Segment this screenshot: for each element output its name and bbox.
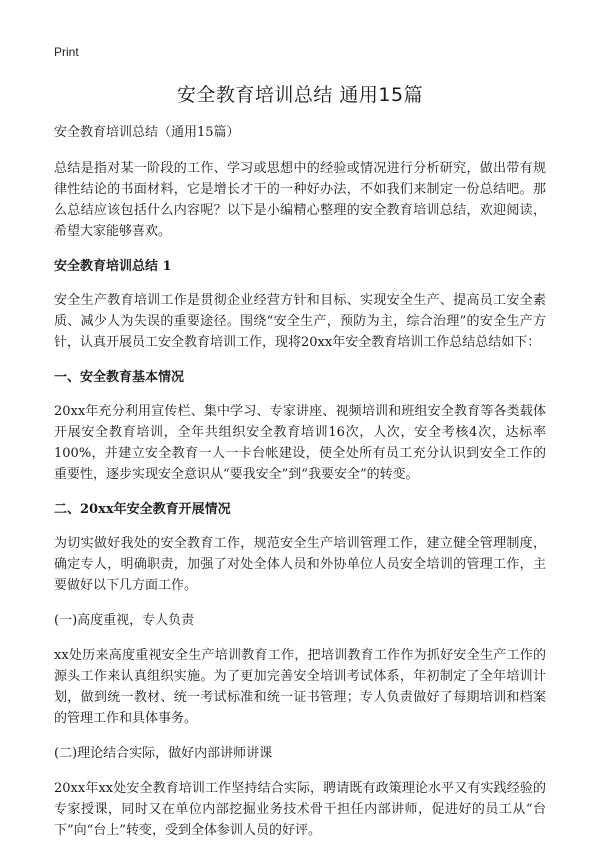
section-heading: 安全教育培训总结 1 <box>54 259 172 274</box>
item-two-heading: (二)理论结合实际，做好内部讲师讲课 <box>54 746 273 761</box>
section-paragraph: 安全生产教育培训工作是贯彻企业经营方针和目标、实现安全生产、提高员工安全素质、减少人为失误的重要途径。围绕“安全生产，预防为主，综合治理”的安全生产方针，认真开展员工安全教育培训工作，现将20xx年安全教育培训工作总结总结如下： <box>54 293 546 350</box>
document-title: 安全教育培训总结 通用15篇 <box>176 84 424 106</box>
item-one-paragraph: xx处历来高度重视安全生产培训教育工作，把培训教育工作作为抓好安全生产工作的源头工作来认真组织实施。为了更加完善安全培训考试体系，年初制定了全年培训计划，做到统一教材、统一考试标准和统一证书管理；专人负责做好了每期培训和档案的管理工作和具体事务。 <box>54 648 546 726</box>
item-one-heading: (一)高度重视，专人负责 <box>54 613 195 628</box>
part-two-paragraph: 为切实做好我处的安全教育工作，规范安全生产培训管理工作，建立健全管理制度，确定专人，明确职责，加强了对处全体人员和外协单位人员安全培训的管理工作，主要做好以下几方面工作。 <box>54 536 546 593</box>
part-one-paragraph: 20xx年充分利用宣传栏、集中学习、专家讲座、视频培训和班组安全教育等各类载体开展安全教育培训，全年共组织安全教育培训16次，人次，安全考核4次，达标率100%，并建立安全教育一人一卡台帐建设，使全处所有员工充分认识到安全工作的重要性，逐步实现安全意识从“要我安全”到“我要安全”的转变。 <box>54 404 546 482</box>
document-subtitle: 安全教育培训总结（通用15篇） <box>54 125 240 140</box>
part-one-heading: 一、安全教育基本情况 <box>54 370 185 385</box>
item-two-paragraph: 20xx年xx处安全教育培训工作坚持结合实际，聘请既有政策理论水平又有实践经验的专家授课，同时又在单位内部挖掘业务技术骨干担任内部讲师，促进好的员工从“台下”向“台上”转变，受到全体参训人员的好评。 <box>54 781 546 838</box>
part-two-heading: 二、20xx年安全教育开展情况 <box>54 502 231 517</box>
intro-paragraph: 总结是指对某一阶段的工作、学习或思想中的经验或情况进行分析研究，做出带有规律性结论的书面材料，它是增长才干的一种好办法，不如我们来制定一份总结吧。那么总结应该包括什么内容呢？以下是小编精心整理的安全教育培训总结，欢迎阅读，希望大家能够喜欢。 <box>54 161 546 239</box>
print-link[interactable]: Print <box>54 45 79 59</box>
